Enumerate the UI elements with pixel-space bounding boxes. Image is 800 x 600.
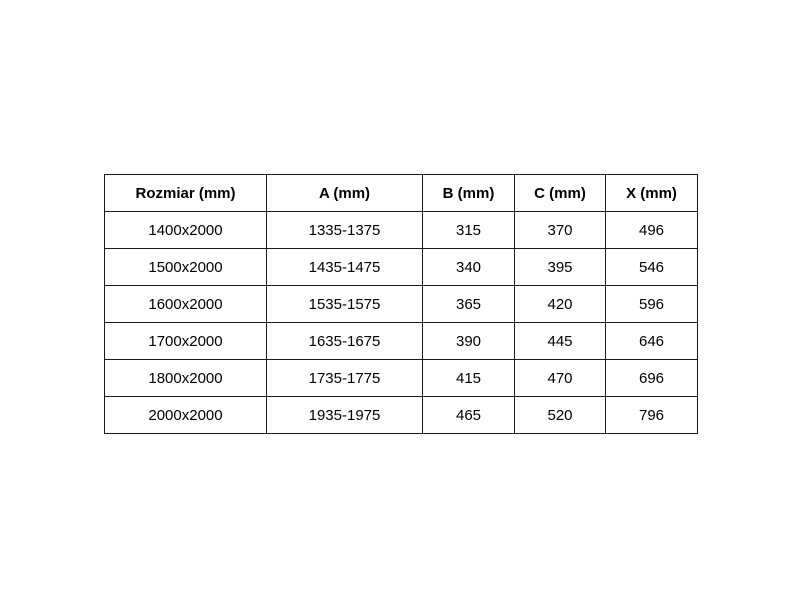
- table-row: [105, 397, 698, 434]
- cell-size: 1800x2000: [105, 360, 267, 397]
- cell-a: 1635-1675: [267, 323, 423, 360]
- cell-c: 520: [515, 397, 606, 434]
- cell-size: 2000x2000: [105, 397, 267, 434]
- cell-size: 1400x2000: [105, 212, 267, 249]
- cell-c: 420: [515, 286, 606, 323]
- cell-c: 395: [515, 249, 606, 286]
- cell-c: 445: [515, 323, 606, 360]
- cell-size: 1500x2000: [105, 249, 267, 286]
- cell-c: 370: [515, 212, 606, 249]
- header-size: Rozmiar (mm): [105, 175, 267, 212]
- cell-b: 390: [423, 323, 515, 360]
- header-row: [105, 175, 698, 212]
- cell-x: 546: [606, 249, 698, 286]
- table-row: [105, 323, 698, 360]
- cell-a: 1435-1475: [267, 249, 423, 286]
- cell-b: 415: [423, 360, 515, 397]
- cell-a: 1535-1575: [267, 286, 423, 323]
- header-x: X (mm): [606, 175, 698, 212]
- cell-x: 696: [606, 360, 698, 397]
- header-a: A (mm): [267, 175, 423, 212]
- dimensions-table-container: [104, 174, 698, 434]
- cell-a: 1935-1975: [267, 397, 423, 434]
- cell-a: 1735-1775: [267, 360, 423, 397]
- cell-b: 465: [423, 397, 515, 434]
- dimensions-table: [104, 174, 698, 434]
- cell-x: 496: [606, 212, 698, 249]
- cell-x: 596: [606, 286, 698, 323]
- cell-x: 796: [606, 397, 698, 434]
- header-c: C (mm): [515, 175, 606, 212]
- table-row: [105, 286, 698, 323]
- cell-a: 1335-1375: [267, 212, 423, 249]
- table-header: [105, 175, 698, 212]
- cell-b: 365: [423, 286, 515, 323]
- cell-b: 315: [423, 212, 515, 249]
- table-row: [105, 360, 698, 397]
- table-body: [105, 212, 698, 434]
- table-row: [105, 249, 698, 286]
- cell-x: 646: [606, 323, 698, 360]
- cell-size: 1700x2000: [105, 323, 267, 360]
- cell-c: 470: [515, 360, 606, 397]
- header-b: B (mm): [423, 175, 515, 212]
- cell-size: 1600x2000: [105, 286, 267, 323]
- cell-b: 340: [423, 249, 515, 286]
- table-row: [105, 212, 698, 249]
